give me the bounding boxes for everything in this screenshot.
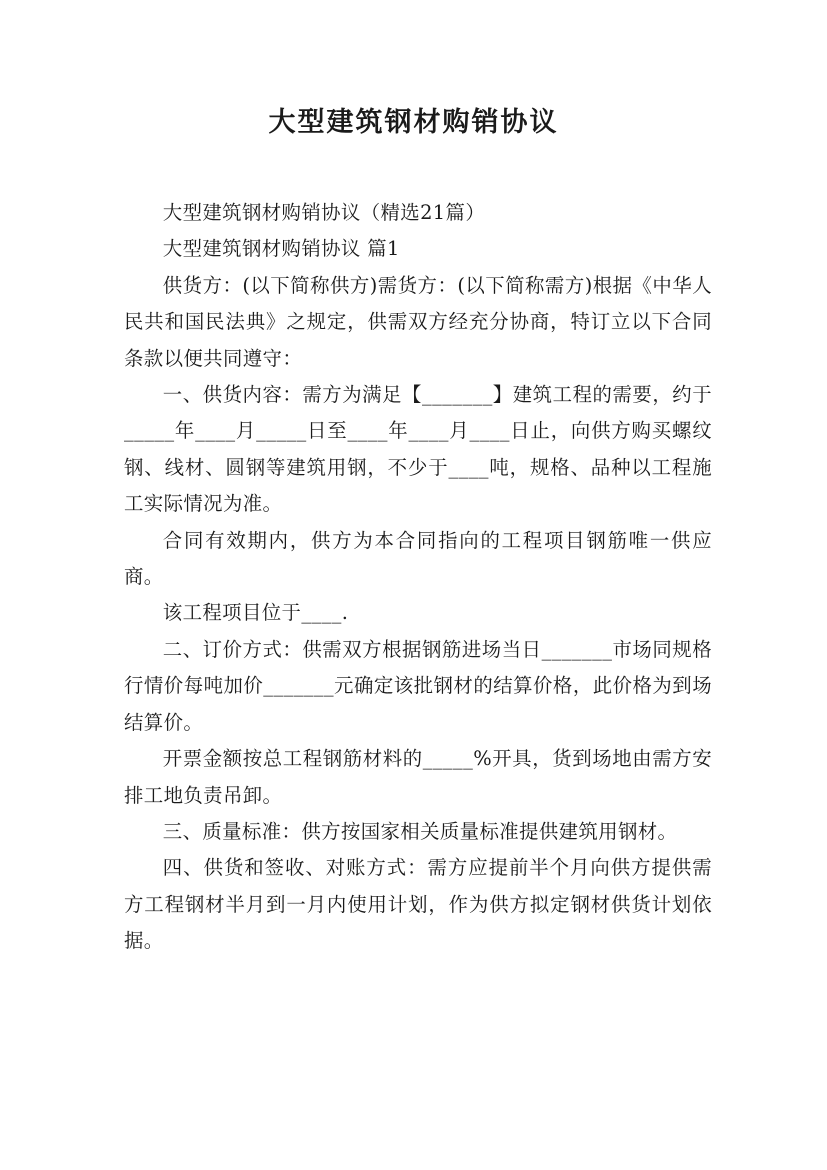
paragraph-collection-title: 大型建筑钢材购销协议（精选21篇）: [162, 201, 486, 224]
paragraph-invoicing: 开票金额按总工程钢筋材料的_____%开具，货到场地由需方安排工地负责吊卸。: [124, 747, 712, 807]
document-title: 大型建筑钢材购销协议: [268, 107, 559, 138]
paragraph-parties: 供货方：(以下简称供方)需货方：(以下简称需方)根据《中华人民共和国民法典》之规定，供需双方经充分协商，特订立以下合同条款以便共同遵守：: [124, 273, 712, 370]
paragraph-pricing: 二、订价方式：供需双方根据钢筋进场当日_______市场同规格行情价每吨加价_______元确定该批钢材的结算价格，此价格为到场结算价。: [124, 637, 712, 734]
paragraph-section-heading: 大型建筑钢材购销协议 篇1: [162, 237, 400, 261]
paragraph-project-location: 该工程项目位于____.: [162, 601, 349, 625]
paragraph-delivery: 四、供货和签收、对账方式：需方应提前半个月向供方提供需方工程钢材半月到一月内使用计划，作为供方拟定钢材供货计划依据。: [124, 856, 712, 953]
paragraph-supply-content: 一、供货内容：需方为满足【_______】建筑工程的需要，约于_____年____月_____日至____年____月____日止，向供方购买螺纹钢、线材、圆钢等建筑用钢，不少于____吨，规格、品种以工程施工实际情况为准。: [124, 383, 712, 516]
paragraph-sole-supplier: 合同有效期内，供方为本合同指向的工程项目钢筋唯一供应商。: [124, 528, 712, 589]
document-body: [124, 195, 712, 960]
paragraph-quality: 三、质量标准：供方按国家相关质量标准提供建筑用钢材。: [162, 819, 678, 843]
